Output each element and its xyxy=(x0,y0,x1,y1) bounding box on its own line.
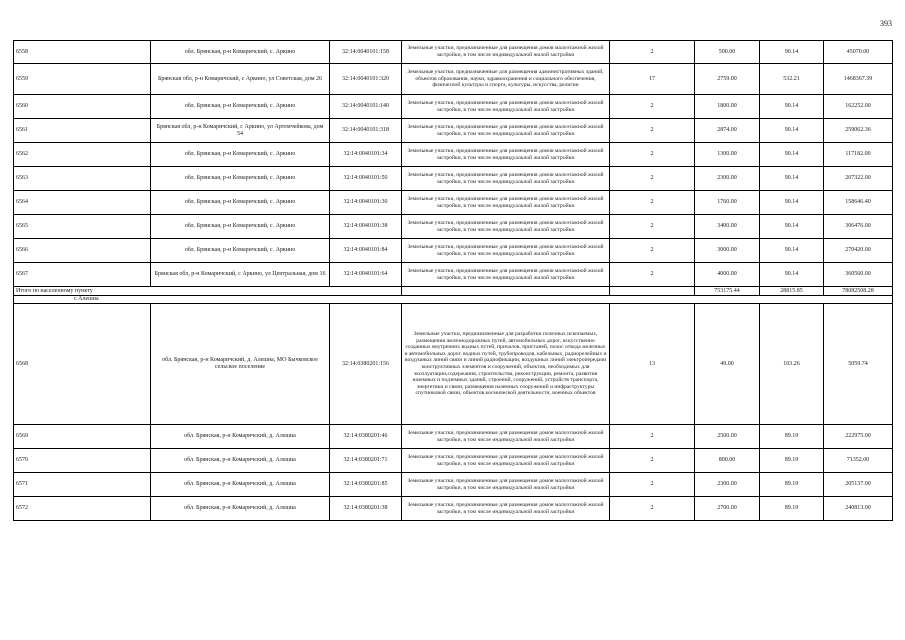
table-row xyxy=(14,95,893,119)
row-land-use: Земельные участки, предназначенные для размещения домов малоэтажной жилой застройки, в том числе индивидуальной жилой застройки xyxy=(402,497,610,521)
row-area: 2500.00 xyxy=(695,425,760,449)
row-cadastral-value: 162252.00 xyxy=(824,95,893,119)
row-address: обл. Брянская, р-н Комаричский, с. Аркино xyxy=(151,215,330,239)
row-cadastral-value: 205137.00 xyxy=(824,473,893,497)
subtotal-use-cell xyxy=(402,287,610,296)
row-cadastral-value: 306476.00 xyxy=(824,215,893,239)
row-id: 6563 xyxy=(14,167,151,191)
row-id: 6562 xyxy=(14,143,151,167)
row-cadastral-number: 32:14:0380201:85 xyxy=(330,473,402,497)
row-cadastral-number: 32:14:0040101:140 xyxy=(330,95,402,119)
row-cadastral-number: 32:14:0040101:158 xyxy=(330,41,402,64)
row-area: 2700.00 xyxy=(695,497,760,521)
row-land-use: Земельные участки, предназначенные для размещения административных зданий, объектов образования, науки, здравоохранения и социального обеспечения, физической культуры и спорта, культуры, искусства, религии xyxy=(402,64,610,95)
table-row xyxy=(14,239,893,263)
subtotal-area: 753175.44 xyxy=(695,287,760,296)
table-row xyxy=(14,41,893,64)
row-rate: 90.14 xyxy=(760,119,824,143)
row-area: 2300.00 xyxy=(695,473,760,497)
row-cadastral-value: 158646.40 xyxy=(824,191,893,215)
row-area: 1800.00 xyxy=(695,95,760,119)
subtotal-rate: 28815.85 xyxy=(760,287,824,296)
rows-block-b xyxy=(14,296,893,521)
row-rate: 89.19 xyxy=(760,473,824,497)
row-land-use: Земельные участки, предназначенные для размещения домов малоэтажной жилой застройки, в том числе индивидуальной жилой застройки xyxy=(402,143,610,167)
locality-row xyxy=(14,296,893,304)
row-cadastral-number: 32:14:0040101:84 xyxy=(330,239,402,263)
row-id: 6561 xyxy=(14,119,151,143)
table-row xyxy=(14,119,893,143)
row-cadastral-value: 71352.00 xyxy=(824,449,893,473)
row-cadastral-number: 32:14:0040101:320 xyxy=(330,64,402,95)
table-row xyxy=(14,167,893,191)
row-rate: 90.14 xyxy=(760,215,824,239)
table-row xyxy=(14,191,893,215)
row-cadastral-value: 207322.00 xyxy=(824,167,893,191)
row-cadastral-value: 259062.36 xyxy=(824,119,893,143)
row-address: обл. Брянская, р-н Комаричский, д. Алешна xyxy=(151,497,330,521)
row-address: обл. Брянская, р-н Комаричский, с. Аркино xyxy=(151,95,330,119)
row-category: 2 xyxy=(610,191,695,215)
row-land-use: Земельные участки, предназначенные для размещения домов малоэтажной жилой застройки, в том числе индивидуальной жилой застройки xyxy=(402,191,610,215)
row-category: 2 xyxy=(610,119,695,143)
row-cadastral-value: 360560.00 xyxy=(824,263,893,287)
row-category: 17 xyxy=(610,64,695,95)
row-address: Брянская обл, р-н Комаричский, с Аркино, ул Артемчейкова, дом 54 xyxy=(151,119,330,143)
row-rate: 90.14 xyxy=(760,167,824,191)
row-rate: 89.19 xyxy=(760,449,824,473)
row-area: 2759.00 xyxy=(695,64,760,95)
subtotal-label: Итого по населенному пункту xyxy=(14,287,402,296)
row-cadastral-number: 32:14:0040101:34 xyxy=(330,143,402,167)
subtotal-row xyxy=(14,287,893,296)
row-address: обл. Брянская, р-н Комаричский, с. Аркино xyxy=(151,191,330,215)
row-id: 6570 xyxy=(14,449,151,473)
row-rate: 89.19 xyxy=(760,425,824,449)
row-category: 2 xyxy=(610,449,695,473)
row-id: 6572 xyxy=(14,497,151,521)
row-cadastral-value: 1468367.39 xyxy=(824,64,893,95)
row-rate: 103.26 xyxy=(760,304,824,425)
row-area: 800.00 xyxy=(695,449,760,473)
row-area: 2874.00 xyxy=(695,119,760,143)
table-row xyxy=(14,425,893,449)
page-number: 393 xyxy=(880,19,892,28)
row-address: обл. Брянская, р-н Комаричский, с. Аркино xyxy=(151,239,330,263)
row-id: 6564 xyxy=(14,191,151,215)
row-cadastral-number: 32:14:0040101:64 xyxy=(330,263,402,287)
table-row xyxy=(14,64,893,95)
row-area: 49.00 xyxy=(695,304,760,425)
row-category: 2 xyxy=(610,41,695,64)
subtotal-category-cell xyxy=(610,287,695,296)
row-area: 500.00 xyxy=(695,41,760,64)
row-category: 2 xyxy=(610,143,695,167)
subtotal-block xyxy=(14,287,893,296)
row-rate: 90.14 xyxy=(760,191,824,215)
row-cadastral-number: 32:14:0380201:46 xyxy=(330,425,402,449)
row-id: 6560 xyxy=(14,95,151,119)
row-cadastral-number: 32:14:0380201:156 xyxy=(330,304,402,425)
row-id: 6571 xyxy=(14,473,151,497)
row-area: 2300.00 xyxy=(695,167,760,191)
row-address: обл. Брянская, р-н Комаричский, д. Алешна, МО Бычковское сельское поселение xyxy=(151,304,330,425)
row-address: обл. Брянская, р-н Комаричский, с. Аркино xyxy=(151,167,330,191)
row-category: 2 xyxy=(610,95,695,119)
row-id: 6569 xyxy=(14,425,151,449)
subtotal-value: 78082508.28 xyxy=(824,287,893,296)
row-category: 2 xyxy=(610,239,695,263)
row-id: 6558 xyxy=(14,41,151,64)
registry-table xyxy=(13,40,893,521)
row-address: обл. Брянская, р-н Комаричский, с. Аркино xyxy=(151,143,330,167)
row-cadastral-number: 32:14:0040101:50 xyxy=(330,167,402,191)
row-land-use: Земельные участки, предназначенные для размещения домов малоэтажной жилой застройки, в том числе индивидуальной жилой застройки xyxy=(402,449,610,473)
row-cadastral-value: 45070.00 xyxy=(824,41,893,64)
row-address: обл. Брянская, р-н Комаричский, д. Алешна xyxy=(151,425,330,449)
table-row xyxy=(14,473,893,497)
row-rate: 90.14 xyxy=(760,263,824,287)
row-land-use: Земельные участки, предназначенные для размещения домов малоэтажной жилой застройки, в том числе индивидуальной жилой застройки xyxy=(402,473,610,497)
row-cadastral-number: 32:14:0040101:38 xyxy=(330,215,402,239)
row-land-use: Земельные участки, предназначенные для размещения домов малоэтажной жилой застройки, в том числе индивидуальной жилой застройки xyxy=(402,119,610,143)
row-address: обл. Брянская, р-н Комаричский, д. Алешна xyxy=(151,449,330,473)
row-cadastral-number: 32:14:0040101:30 xyxy=(330,191,402,215)
row-land-use: Земельные участки, предназначенные для размещения домов малоэтажной жилой застройки, в том числе индивидуальной жилой застройки xyxy=(402,167,610,191)
row-cadastral-value: 222975.00 xyxy=(824,425,893,449)
row-address: Брянская обл, р-н Комаричский, с Аркино, ул Советская, дом 26 xyxy=(151,64,330,95)
row-area: 1300.00 xyxy=(695,143,760,167)
row-land-use: Земельные участки, предназначенные для размещения домов малоэтажной жилой застройки, в том числе индивидуальной жилой застройки xyxy=(402,41,610,64)
row-land-use: Земельные участки, предназначенные для размещения домов малоэтажной жилой застройки, в том числе индивидуальной жилой застройки xyxy=(402,263,610,287)
row-land-use: Земельные участки, предназначенные для размещения домов малоэтажной жилой застройки, в том числе индивидуальной жилой застройки xyxy=(402,215,610,239)
row-id: 6568 xyxy=(14,304,151,425)
row-area: 3400.00 xyxy=(695,215,760,239)
row-cadastral-value: 240813.00 xyxy=(824,497,893,521)
table-row xyxy=(14,143,893,167)
row-land-use: Земельные участки, предназначенные для размещения домов малоэтажной жилой застройки, в том числе индивидуальной жилой застройки xyxy=(402,425,610,449)
row-rate: 90.14 xyxy=(760,239,824,263)
row-rate: 90.14 xyxy=(760,41,824,64)
row-rate: 90.14 xyxy=(760,95,824,119)
table-row xyxy=(14,497,893,521)
row-area: 3000.00 xyxy=(695,239,760,263)
row-address: Брянская обл, р-н Комаричский, с Аркино, ул Центральная, дом 16 xyxy=(151,263,330,287)
row-cadastral-value: 117182.00 xyxy=(824,143,893,167)
row-rate: 90.14 xyxy=(760,143,824,167)
locality-label: с Алешна xyxy=(14,296,893,304)
row-category: 2 xyxy=(610,167,695,191)
table-row xyxy=(14,215,893,239)
row-category: 2 xyxy=(610,497,695,521)
row-id: 6559 xyxy=(14,64,151,95)
row-category: 2 xyxy=(610,425,695,449)
row-category: 13 xyxy=(610,304,695,425)
row-land-use: Земельные участки, предназначенные для размещения домов малоэтажной жилой застройки, в том числе индивидуальной жилой застройки xyxy=(402,95,610,119)
row-rate: 532.21 xyxy=(760,64,824,95)
row-address: обл. Брянская, р-н Комаричский, с. Аркино xyxy=(151,41,330,64)
row-cadastral-number: 32:14:0380201:38 xyxy=(330,497,402,521)
row-cadastral-number: 32:14:0380201:71 xyxy=(330,449,402,473)
row-rate: 89.19 xyxy=(760,497,824,521)
row-category: 2 xyxy=(610,263,695,287)
row-address: обл. Брянская, р-н Комаричский, д. Алешна xyxy=(151,473,330,497)
table-row xyxy=(14,304,893,425)
table-row xyxy=(14,449,893,473)
row-id: 6565 xyxy=(14,215,151,239)
row-category: 2 xyxy=(610,215,695,239)
row-land-use: Земельные участки, предназначенные для разработки полезных ископаемых, размещения железнодорожных путей, автомобильных дорог, искусственно созданных внутренних водных путей, причалов, пристаней, полос отвода железных и автомобильных дорог, водных путей, трубопроводов, кабельных, радиорелейных и воздушных линий связи и линий радиофикации, воздушных линий электропередачи конструктивных элементов и сооружений, объектов, необходимых для эксплуатации,содержания, строительства, реконструкции, ремонта, развития наземных и подземных зданий, строений, сооружений, устройств транспорта, энергетики и связи; размещения наземных сооружений и инфраструктуры спутниковой связи, объектов космической деятельности, военных объектов xyxy=(402,304,610,425)
row-land-use: Земельные участки, предназначенные для размещения домов малоэтажной жилой застройки, в том числе индивидуальной жилой застройки xyxy=(402,239,610,263)
row-id: 6566 xyxy=(14,239,151,263)
rows-block-a xyxy=(14,41,893,287)
row-cadastral-value: 5059.74 xyxy=(824,304,893,425)
row-cadastral-number: 32:14:0040101:318 xyxy=(330,119,402,143)
row-area: 1760.00 xyxy=(695,191,760,215)
row-cadastral-value: 270420.00 xyxy=(824,239,893,263)
row-area: 4000.00 xyxy=(695,263,760,287)
table-row xyxy=(14,263,893,287)
row-category: 2 xyxy=(610,473,695,497)
row-id: 6567 xyxy=(14,263,151,287)
